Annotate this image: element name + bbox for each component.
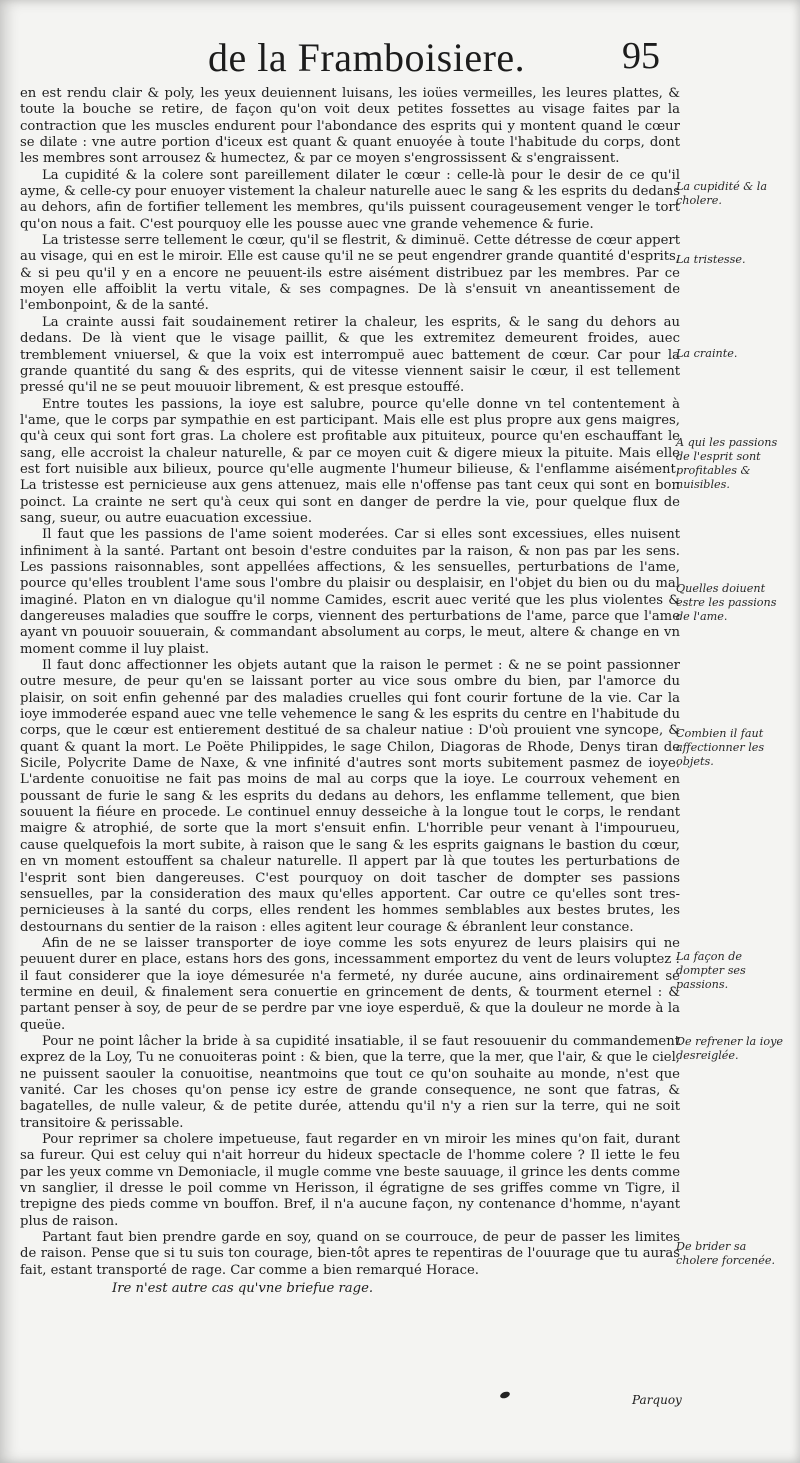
ink-smudge [499, 1390, 510, 1399]
margin-note: La cupidité & la cholere. [676, 180, 768, 207]
paragraph: Pour ne point lâcher la bride à sa cupidité insatiable, il se faut resouuenir du commandement exprez de la Loy, Tu ne conuoiteras point : & bien, que la terre, que la mer, que l'air, & que le ciel, ne puissent saouler la conuoitise, neantmoins que tout ce qu'on souhaite au monde, n'est que vanité. Car les choses qu'on pense icy estre de grande consequence, ne sont que fatras, & bagatelles, de nulle valeur, & de petite durée, attendu qu'il n'y a rien sur la terre, qui ne soit transitoire & perissable. [20, 1033, 680, 1131]
paragraph: Il faut donc affectionner les objets autant que la raison le permet : & ne se point passionner outre mesure, de peur qu'en se laissant porter au vice sous ombre du bien, par l'amorce du plaisir, on soit enfin gehenné par des maladies cruelles qui font courir fortune de la vie. Car la ioye immoderée espand auec vne telle vehemence le sang & les esprits du centre en l'habitude du corps, que le cœur est entierement destitué de sa chaleur natiue : D'où prouient vne syncope, & quant & quant la mort. Le Poëte Philippides, le sage Chilon, Diagoras de Rhode, Denys tiran de Sicile, Polycrite Dame de Naxe, & vne infinité d'autres sont morts subitement pasmez de ioye. L'ardente conuoitise ne fait pas moins de mal au corps que la ioye. Le courroux vehement en poussant de furie le sang & les esprits du dedans au dehors, les enflamme tellement, que bien souuent la fiéure en procede. Le continuel ennuy desseiche à la longue tout le corps, le rendant maigre & atrophié, de sorte que la mort s'ensuit enfin. L'horrible peur venant à l'impourueu, cause quelquefois la mort subite, à raison que le sang & les esprits gaignans le bastion du cœur, en vn moment estouffent sa chaleur naturelle. Il appert par là que toutes les perturbations de l'esprit sont bien dangereuses. C'est pourquoy on doit tascher de dompter ses passions sensuelles, par la consideration des maux qu'elles apportent. Car outre ce qu'elles sont tres-pernicieuses à la santé du corps, elles rendent les hommes semblables aux bestes brutes, les destournans du sentier de la raison : elles agitent leur courage & ébranlent leur constance. [20, 658, 680, 935]
margin-note: La façon de dompter ses passions. [676, 950, 746, 991]
paragraph: La crainte aussi fait soudainement retirer la chaleur, les esprits, & le sang du dehors au dedans. De là vient que le visage paillit, & que les extremitez demeurent froides, auec tremblement vniuersel, & que la voix est interrompuë auec battement de cœur. Car pour la grande quantité du sang & des esprits, qui de vitesse viennent saisir le cœur, il est tellement pressé qu'il ne se peut mouuoir librement, & est presque estouffé. [20, 314, 680, 396]
paragraph: en est rendu clair & poly, les yeux deuiennent luisans, les ioües vermeilles, les leures plattes, & toute la bouche se retire, de façon qu'on voit deux petites fossettes au visage faites par la contraction que les muscles endurent pour l'abondance des esprits qui y montent quand le cœur se dilate : vne autre portion d'iceux est quant & quant enuoyée à toute l'habitude du corps, dont les membres sont arrousez & humectez, & par ce moyen s'engrossissent & s'engraissent. [20, 86, 680, 167]
horace-quote: Ire n'est autre cas qu'vne briefue rage. [112, 1281, 374, 1297]
main-text [20, 86, 680, 1297]
margin-note: A qui les passions de l'esprit sont profitables & nuisibles. [676, 436, 778, 491]
paragraph: Il faut que les passions de l'ame soient moderées. Car si elles sont excessiues, elles nuisent infiniment à la santé. Partant ont besoin d'estre conduites par la raison, & non pas par les sens. Les passions raisonnables, sont appellées affections, & les sensuelles, perturbations de l'ame, pource qu'elles troublent l'ame sous l'ombre du plaisir ou desplaisir, en l'objet du bien ou du mal imaginé. Platon en vn dialogue qu'il nomme Camides, escrit auec verité que les plus violentes & dangereuses maladies que souffre le corps, viennent des perturbations de l'ame, parce que l'ame ayant vn pouuoir souuerain, & commandant absolument au corps, le meut, altere & change en vn moment comme il luy plaist. [20, 527, 680, 657]
paragraph: La cupidité & la colere sont pareillement dilater le cœur : celle-là pour le desir de ce qu'il ayme, & celle-cy pour enuoyer vistement la chaleur naturelle auec le sang & les esprits du dedans au dehors, afin de fortifier tellement les membres, qu'ils puissent courageusement venger le tort qu'on nous a fait. C'est pourquoy elle les pousse auec vne grande vehemence & furie. [20, 167, 680, 232]
paragraph: La tristesse serre tellement le cœur, qu'il se flestrit, & diminuë. Cette détresse de cœur appert au visage, qui en est le miroir. Elle est cause qu'il ne se peut engendrer grande quantité d'esprits, & si peu qu'il y en a encore ne peuuent-ils estre aisément distribuez par les membres. Par ce moyen elle affoiblit la vertu vitale, & ses compagnes. De là s'ensuit vn aneantissement de l'embonpoint, & de la santé. [20, 233, 680, 314]
running-title: de la Framboisiere. [208, 35, 526, 80]
page-number: 95 [622, 35, 660, 77]
page-header [0, 30, 800, 86]
margin-note: De refrener la ioye desreiglée. [676, 1035, 784, 1062]
margin-note: Quelles doiuent estre les passions de l'ame. [676, 582, 777, 623]
margin-note: La tristesse. [676, 253, 746, 266]
paragraph: Partant faut bien prendre garde en soy, quand on se courrouce, de peur de passer les limites de raison. Pense que si tu suis ton courage, bien-tôt apres te repentiras de l'ouurage que tu auras fait, estant transporté de rage. Car comme a bien remarqué Horace. [20, 1230, 680, 1278]
margin-note: Combien il faut affectionner les objets. [676, 727, 765, 768]
paragraph: Entre toutes les passions, la ioye est salubre, pource qu'elle donne vn tel contentement à l'ame, que le corps par sympathie en est participant. Mais elle est plus propre aux gens maigres, qu'à ceux qui sont fort gras. La cholere est profitable aux pituiteux, pource qu'en eschauffant le sang, elle accroist la chaleur naturelle, & par ce moyen cuit & digere mieux la pituite. Mais elle est fort nuisible aux bilieux, pource qu'elle augmente l'humeur bilieuse, & l'enflamme aisément. La tristesse est pernicieuse aux gens attenuez, mais elle n'offense pas tant ceux qui sont en bon poinct. La crainte ne sert qu'à ceux qui sont en danger de perdre la vie, pour quelque flux de sang, sueur, ou autre euacuation excessiue. [20, 396, 680, 526]
margin-note: La crainte. [676, 347, 738, 360]
paragraph: Pour reprimer sa cholere impetueuse, faut regarder en vn miroir les mines qu'on fait, durant sa fureur. Qui est celuy qui n'ait horreur du hideux spectacle de l'homme colere ? Il iette le feu par les yeux comme vn Demoniacle, il mugle comme vne beste sauuage, il grince les dents comme vn sanglier, il dresse le poil comme vn Herisson, il égratigne de ses griffes comme vn Tigre, il trepigne des pieds comme vn bouffon. Bref, il n'a aucune façon, ny contenance d'homme, n'ayant plus de raison. [20, 1132, 680, 1229]
paragraph: Afin de ne se laisser transporter de ioye comme les sots enyurez de leurs plaisirs qui ne peuuent durer en place, estans hors des gons, incessamment emportez du vent de leurs voluptez : il faut considerer que la ioye démesurée n'a fermeté, ny durée aucune, ains ordinairement se termine en deuil, & finalement sera conuertie en grincement de dents, & tourment eternel : & partant penser à soy, de peur de se perdre par vne ioye esperduë, & que la douleur ne morde à la queüe. [20, 935, 680, 1033]
margin-note: De brider sa cholere forcenée. [676, 1240, 776, 1267]
catchword: Parquoy [632, 1393, 682, 1407]
